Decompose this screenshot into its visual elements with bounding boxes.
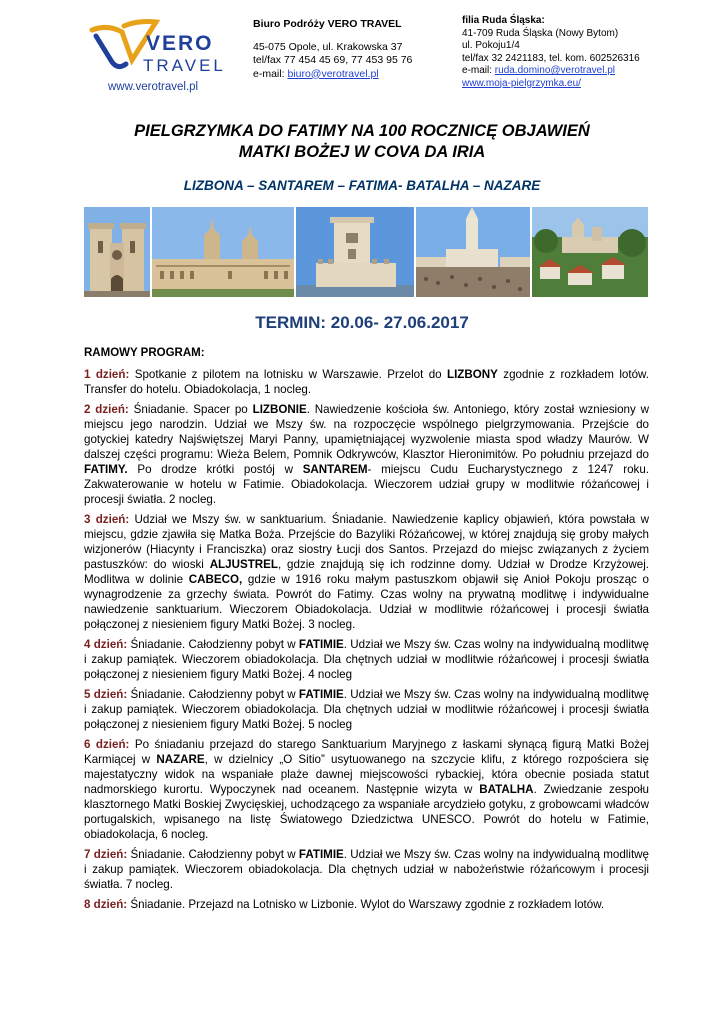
- email-label: e-mail:: [462, 65, 493, 76]
- itinerary-day-7: [84, 847, 649, 892]
- main-office-email-line: [253, 68, 412, 82]
- itinerary-day-2: [84, 402, 649, 507]
- lisbon-cathedral-photo: [84, 207, 150, 297]
- itinerary-day-6: [84, 737, 649, 842]
- day-text: . Zwiedzanie zespołu klasztornego Matki Boskiej Zwycięskiej, uchodzącego za wspaniałe arcydzieło gotyku, z grobowcami władców portugalskich, wpisanego na listę Światowego Dziedzictwa UNESCO. Powrót do hotelu w Fatimie, obiadokolacja, 6 nocleg.: [84, 783, 649, 841]
- day-label: 5 dzień:: [84, 688, 128, 701]
- email-label: e-mail:: [253, 67, 285, 80]
- jeronimos-monastery-photo: [152, 207, 294, 297]
- day-text: Śniadanie. Spacer po: [128, 403, 253, 416]
- place-name: FATIMIE: [298, 848, 344, 861]
- logo-text-vero: VERO: [146, 32, 214, 55]
- website-link[interactable]: www.verotravel.pl: [108, 81, 199, 93]
- logo-text-travel: TRAVEL: [143, 56, 226, 75]
- place-name: FATIMIE: [298, 688, 344, 701]
- main-office-email-link[interactable]: biuro@verotravel.pl: [287, 67, 379, 80]
- fatima-sanctuary-photo: [416, 207, 530, 297]
- document-title-line-1: PIELGRZYMKA DO FATIMY NA 100 ROCZNICĘ OBJAWIEŃ: [134, 122, 590, 140]
- day-text: , w dzielnicy „O Sitio” usytuowanego na szczycie klifu, z którego rozpościera się majestatyczny widok na wspaniałe plaże dawnej miejscowości rybackiej, która obecnie posiada statut nadmorskiego kurortu. Wypoczynek nad oceanem. Następnie wizyta w: [84, 753, 650, 796]
- place-name: LIZBONY: [447, 368, 498, 381]
- itinerary-days: [84, 367, 649, 917]
- branch-office-block: [462, 15, 640, 90]
- place-name: CABECO,: [188, 573, 243, 586]
- place-name: LIZBONIE: [252, 403, 307, 416]
- main-office-address: 45-075 Opole, ul. Krakowska 37: [253, 40, 403, 53]
- place-name: SANTAREM: [302, 463, 368, 476]
- day-text: , gdzie znajdują się ich rodzinne domy. Udział w Drodze Krzyżowej. Modlitwa w dolinie: [84, 558, 649, 586]
- day-label: 7 dzień:: [84, 848, 128, 861]
- place-name: BATALHA: [479, 783, 534, 796]
- day-text: Śniadanie. Przejazd na Lotnisko w Lizbonie. Wylot do Warszawy zgodnie z rozkładem lotów.: [127, 898, 605, 911]
- day-text: zgodnie z rozkładem lotów. Transfer do hotelu. Obiadokolacja, 1 nocleg.: [84, 368, 649, 396]
- branch-email-link[interactable]: ruda.domino@verotravel.pl: [494, 65, 616, 76]
- program-heading: RAMOWY PROGRAM:: [84, 347, 205, 359]
- day-text: gdzie w 1916 roku małym pastuszkom objawił się Anioł Pokoju prosząc o wynagrodzenie za grzechy świata. Powrót do Fatimy. Czas wolny na prywatną modlitwę i indywidualne nawiedzenie sanktuarium. Wieczorem Obiadokolacja. Udział w modlitwie różańcowej i procesji światła połączonej z niesieniem figury Matki Bożej. 3 nocleg.: [84, 573, 649, 631]
- branch-address-1: 41-709 Ruda Śląska (Nowy Bytom): [462, 27, 619, 39]
- vero-travel-logo: [88, 16, 238, 86]
- day-label: 1 dzień:: [84, 368, 130, 381]
- main-office-phone: tel/fax 77 454 45 69, 77 453 95 76: [253, 54, 413, 66]
- photo-strip: [84, 207, 648, 297]
- termin-dates: TERMIN: 20.06- 27.06.2017: [255, 313, 469, 332]
- place-name: ALJUSTREL: [209, 558, 278, 571]
- branch-title: filia Ruda Śląska:: [462, 15, 545, 26]
- place-name: FATIMIE: [298, 638, 344, 651]
- day-text: Śniadanie. Całodzienny pobyt w: [127, 638, 299, 651]
- day-text: Śniadanie. Całodzienny pobyt w: [127, 848, 299, 861]
- day-text: Po drodze krótki postój w: [127, 463, 303, 476]
- day-label: 8 dzień:: [84, 898, 128, 911]
- day-text: . Nawiedzenie kościoła św. Antoniego, który został wzniesiony w miejscu jego narodzin. Udział we Mszy św. na rozpoczęcie wspólnego pielgrzymowania. Przejście do gotyckiej katedry Najświętszej Maryi Panny, upamiętniającej wyzwolenie miasta spod władzy Maurów. W dalszej części programu: Wieża Belem, Pomnik Odkrywców, Klasztor Hieronimitów. Po południu przejazd do: [84, 403, 650, 461]
- batalha-town-photo: [532, 207, 648, 297]
- route-subtitle: LIZBONA – SANTAREM – FATIMA- BATALHA – NAZARE: [183, 178, 541, 193]
- branch-email-line: [462, 65, 640, 78]
- itinerary-day-1: [84, 367, 649, 397]
- day-text: Spotkanie z pilotem na lotnisku w Warszawie. Przelot do: [129, 368, 447, 381]
- itinerary-day-3: [84, 512, 649, 632]
- itinerary-day-8: [84, 897, 649, 912]
- branch-address-2: ul. Pokoju1/4: [462, 40, 520, 51]
- day-text: - miejscu Cudu Eucharystycznego z 1247 roku. Zakwaterowanie w hotelu w Fatimie. Obiadokolacja. Wieczorem udział grupy w modlitwie różańcowej i procesji światła. 2 nocleg.: [84, 463, 649, 506]
- branch-phone: tel/fax 32 2421183, tel. kom. 602526316: [462, 52, 640, 64]
- place-name: NAZARE: [156, 753, 205, 766]
- document-title-line-2: MATKI BOŻEJ W COVA DA IRIA: [238, 143, 486, 161]
- main-office-title: Biuro Podróży VERO TRAVEL: [253, 18, 402, 30]
- day-text: . Udział we Mszy św. Czas wolny na indywidualną modlitwę i zakup pamiątek. Wieczorem obiadokolacja. Dla chętnych udział w modlitwie różańcowej i procesji światła połączonej z niesieniem figury Matki Bożej. 4 nocleg: [84, 638, 649, 681]
- day-label: 4 dzień:: [84, 638, 128, 651]
- day-text: . Udział we Mszy św. Czas wolny na indywidualną modlitwę i zakup pamiątek. Wieczorem obiadokolacja. Dla chętnych udział w modlitwie różańcowej i procesji światła połączonej z niesieniem figury Matki Bożej. 5 nocleg: [84, 688, 649, 731]
- day-text: Śniadanie. Całodzienny pobyt w: [127, 688, 299, 701]
- belem-tower-photo: [296, 207, 414, 297]
- day-label: 6 dzień:: [84, 738, 130, 751]
- day-label: 2 dzień:: [84, 403, 129, 416]
- day-text: . Udział we Mszy św. Czas wolny na indywidualną modlitwę i zakup pamiątek. Wieczorem obiadokolacja. Dla chętnych udział w nabożeństwie różańcowym i procesji światła. 7 nocleg.: [84, 848, 649, 891]
- itinerary-day-4: [84, 637, 649, 682]
- day-text: Udział we Mszy św. w sanktuarium. Śniadanie. Nawiedzenie kaplicy objawień, która powstała w miejscu, gdzie zjawiła się Matka Boża. Przejście do Bazyliki Różańcowej, w której znajdują się groby małych wizjonerów (Hiacynty i Franciszka) oraz siostry Łucji dos Santos. Przejazd do miejsc związanych z życiem pastuszków: do wioski: [84, 513, 649, 571]
- itinerary-day-5: [84, 687, 649, 732]
- main-office-block: [253, 18, 412, 81]
- day-text: Po śniadaniu przejazd do starego Sanktuarium Maryjnego z łaskami słynącą figurą Matki Bożej Karmiącej w: [84, 738, 649, 766]
- logo-graphic: [88, 16, 238, 86]
- place-name: FATIMY.: [84, 463, 128, 476]
- day-label: 3 dzień:: [84, 513, 130, 526]
- branch-website-link[interactable]: www.moja-pielgrzymka.eu/: [462, 77, 581, 89]
